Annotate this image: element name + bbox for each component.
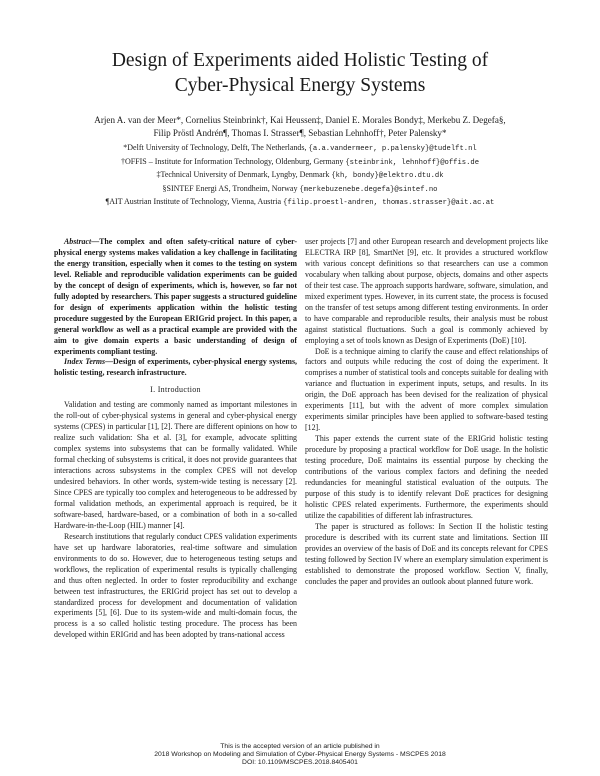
affiliation-3: ‡Technical University of Denmark, Lyngby, Denmark {kh, bondy}@elektro.dtu.dk [156,170,444,181]
affiliation-5: ¶AIT Austrian Institute of Technology, Vienna, Austria {filip.proestl-andren, thomas.strasser}@ait.ac.at [105,197,495,208]
section-heading: I. Introduction [150,385,201,395]
body-paragraph: Research institutions that regularly conduct CPES validation experiments have set up hardware laboratories, real-time software and simulation environments to do so. However, due to heterogeneous testing setups and workflows, the replication of experimental results is typically challenging and thus often neglected. In order to foster reproducibility and exchange between test infrastructures, the ERIGrid project has set out to develop a standardized process for development and documentation of validation experiments [5], [6]. Due to its system-wide and multi-domain focus, the process is a so called holistic testing procedure. The process has been developed within ERIGrid and has been adopted by trans-national access [54,531,297,640]
affiliation-email[interactable]: {steinbrink, lehnhoff}@offis.de [345,158,480,167]
body-paragraph: DoE is a technique aiming to clarify the cause and effect relationships of factors and outputs while reducing the cost of doing the experiment. It comprises a number of statistical tools and concepts suitable for dealing with variance and fluctuation in experiment inputs, setups, and results. In its origin, the DoE approach has been devised for the realization of physical experiments [11], but with the advent of more complex simulation experiments similar principles have been applied to software-based testing [12]. [305,346,549,433]
paper-title [40,48,560,98]
authors-line-1: Arjen A. van der Meer*, Cornelius Steinbrink†, Kai Heussen‡, Daniel E. Morales Bondy‡, Merkebu Z. Degefa§, [94,115,506,125]
index-terms [54,357,297,379]
author-list [40,114,560,140]
left-column [54,237,297,641]
affiliation-email[interactable]: {merkebuzenebe.degefa}@sintef.no [299,185,438,194]
title-line-2: Cyber-Physical Energy Systems [174,75,426,96]
affiliations [40,142,560,210]
abstract-label: Abstract [64,237,92,246]
body-paragraph: Validation and testing are commonly named as important milestones in the roll-out of cyber-physical systems in general and cyber-physical energy systems (CPES) in particular [1], [2]. There are different opinions on how to realize such validation: Sha et al. [3], for example, advocate splitting complex systems into subsystems that can be formally validated. While formal checking of subsystems is critical, it does not provide guarantees that interactions across subsystems in the complex CPES will not develop undesired behaviors. In other words, system-wide testing is necessary [2]. Since CPES are typically too complex and heterogeneous to be addressed by formal validation methods, an experimental approach is required, be it software-based, hardware-based, or a combination of both in a so-called Hardware-in-the-Loop (HIL) manner [4]. [54,400,297,530]
footer-line-1: This is the accepted version of an article published in [220,743,380,750]
body-paragraph: This paper extends the current state of the ERIGrid holistic testing procedure by proposing a practical workflow for DoE usage. In the holistic testing procedure, DoE maintains its essential purpose by checking the contributions of the various complex factors and defining the needed redundancies for meaningful statistical evaluation of the outputs. The purpose of this study is to identify relevant DoE practices for designing holistic CPES related experiments. Furthermore, the experiments should utilize the capabilities of different lab infrastructures. [305,434,548,520]
footer-line-2: 2018 Workshop on Modeling and Simulation of Cyber-Physical Energy Systems - MSCPES 2018 [154,751,446,759]
footer-doi[interactable]: DOI: 10.1109/MSCPES.2018.8405401 [242,759,358,767]
right-column [305,237,548,588]
title-line-1: Design of Experiments aided Holistic Testing of [111,50,489,71]
affiliation-4: §SINTEF Energi AS, Trondheim, Norway {merkebuzenebe.degefa}@sintef.no [162,183,438,194]
body-paragraph: The paper is structured as follows: In Section II the holistic testing procedure is described with its current state and limitations. Section III provides an overview of the basis of DoE and its concepts relevant for CPES testing followed by Section IV where an exemplary simulation experiment is established to demonstrate the proposed workflow. Section V, finally, concludes the paper and provides an outlook about planned future work. [305,521,548,586]
index-terms-text: —Design of experiments, cyber-physical energy systems, holistic testing, research infrastructure. [54,357,297,378]
page-footer [100,743,500,768]
affiliation-email[interactable]: {kh, bondy}@elektro.dtu.dk [331,172,444,181]
affiliation-2: †OFFIS – Institute for Information Technology, Oldenburg, Germany {steinbrink, lehnhoff}@offis.de [120,156,480,167]
authors-line-2: Filip Pröstl Andrén¶, Thomas I. Strasser¶, Sebastian Lehnhoff†, Peter Palensky* [153,128,447,138]
affiliation-1: *Delft University of Technology, Delft, The Netherlands, {a.a.vandermeer, p.palensky}@tudelft.nl [123,143,477,153]
affiliation-email[interactable]: {filip.proestl-andren, thomas.strasser}@ait.ac.at [283,199,495,208]
index-terms-label: Index Terms [64,357,106,367]
body-paragraph: user projects [7] and other European research and development projects like ELECTRA IRP [8], SmartNet [9], etc. It provides a structured workflow with various concept definitions so that researchers can use a common vocabulary when talking about purpose, objects, domains and other aspects of their test case. The approach supports hardware, software, simulation, and mixed experiment types. However, in its current state, the process is focused on the transfer of test setups among different testing environments. In order to have comparable and reproducible results, their analysis must be robust against statistical fluctuations. Such a goal is commonly achieved by employing a set of tools known as Design of Experiments (DoE) [10]. [305,237,548,345]
affiliation-email[interactable]: {a.a.vandermeer, p.palensky}@tudelft.nl [308,145,477,153]
abstract-text: —The complex and often safety-critical nature of cyber-physical energy systems makes validation a key challenge in facilitating the energy transition, especially when it comes to the testing on system level. Reliable and reproducible validation experiments can be guided by the concept of design of experiments, which is, however, so far not fully adopted by researchers. This paper suggests a structured guideline for design of experiments application within the holistic testing procedure suggested by the European ERIGrid project. In this paper, a general workflow as well as a practical example are provided with the aim to give domain experts a basic understanding of design of experiments compliant testing. [54,237,297,356]
abstract [54,237,297,357]
